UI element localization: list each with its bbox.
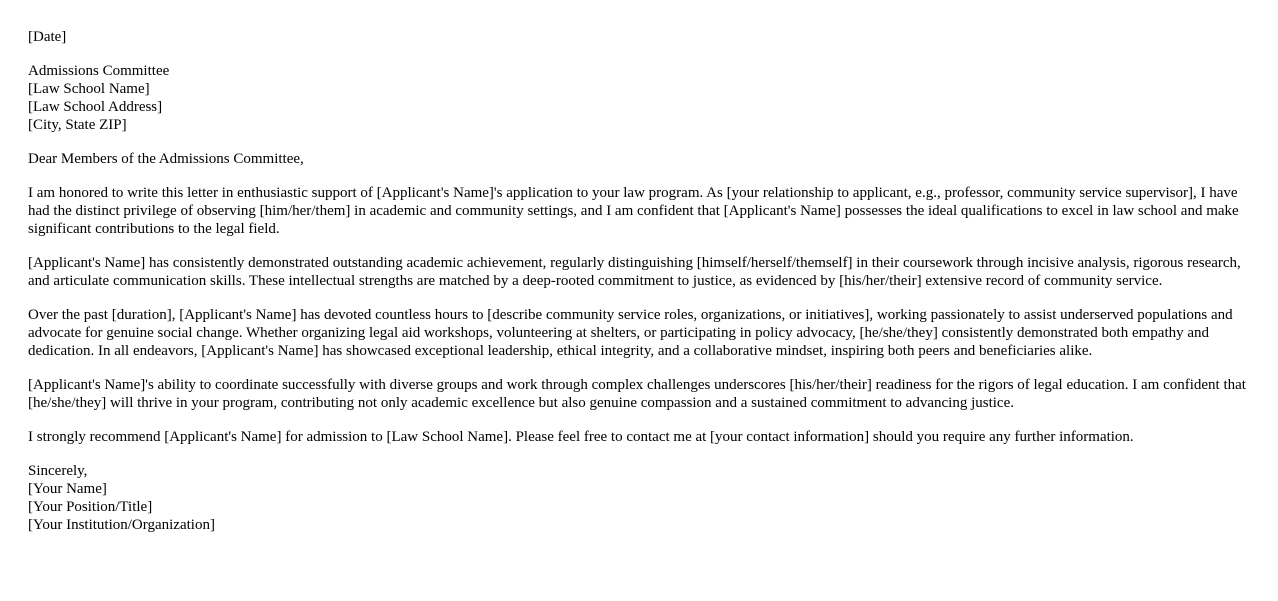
recipient-line-city-state-zip: [City, State ZIP]: [28, 117, 127, 133]
letter-document: [28, 28, 1252, 550]
signer-name: [Your Name]: [28, 481, 107, 497]
signer-institution: [Your Institution/Organization]: [28, 517, 215, 533]
signer-position: [Your Position/Title]: [28, 499, 153, 515]
recipient-line-school-name: [Law School Name]: [28, 81, 150, 97]
salutation-text: Dear Members of the Admissions Committee,: [28, 151, 304, 167]
body-paragraph-3: Over the past [duration], [Applicant's Name] has devoted countless hours to [describe community service roles, organizations, or initiatives], working passionately to assist underserved populations and advocate for genuine social change. Whether organizing legal aid workshops, volunteering at shelters, or participating in policy advocacy, [he/she/they] consistently demonstrated both empathy and dedication. In all endeavors, [Applicant's Name] has showcased exceptional leadership, ethical integrity, and a collaborative mindset, inspiring both peers and beneficiaries alike.: [28, 307, 1233, 359]
letter-date: [28, 28, 1252, 46]
body-paragraph-4: [Applicant's Name]'s ability to coordinate successfully with diverse groups and work through complex challenges underscores [his/her/their] readiness for the rigors of legal education. I am confident that [he/she/they] will thrive in your program, contributing not only academic excellence but also genuine compassion and a sustained commitment to advancing justice.: [28, 377, 1246, 411]
body-paragraph-5: I strongly recommend [Applicant's Name] for admission to [Law School Name]. Please feel free to contact me at [your contact information] should you require any further information.: [28, 429, 1134, 445]
recipient-address: [28, 62, 1252, 134]
body-paragraph-2: [Applicant's Name] has consistently demonstrated outstanding academic achievement, regularly distinguishing [himself/herself/themself] in their coursework through incisive analysis, rigorous research, and articulate communication skills. These intellectual strengths are matched by a deep-rooted commitment to justice, as evidenced by [his/her/their] extensive record of community service.: [28, 255, 1241, 289]
body-paragraph-1: I am honored to write this letter in enthusiastic support of [Applicant's Name]'s application to your law program. As [your relationship to applicant, e.g., professor, community service supervisor], I have had the distinct privilege of observing [him/her/them] in academic and community settings, and I am confident that [Applicant's Name] possesses the ideal qualifications to excel in law school and make significant contributions to the legal field.: [28, 185, 1239, 237]
signature-block: [28, 462, 1252, 534]
recipient-line-committee: Admissions Committee: [28, 63, 170, 79]
salutation: [28, 150, 1252, 168]
date-text: [Date]: [28, 29, 67, 45]
valediction: Sincerely,: [28, 463, 88, 479]
recipient-line-school-address: [Law School Address]: [28, 99, 163, 115]
